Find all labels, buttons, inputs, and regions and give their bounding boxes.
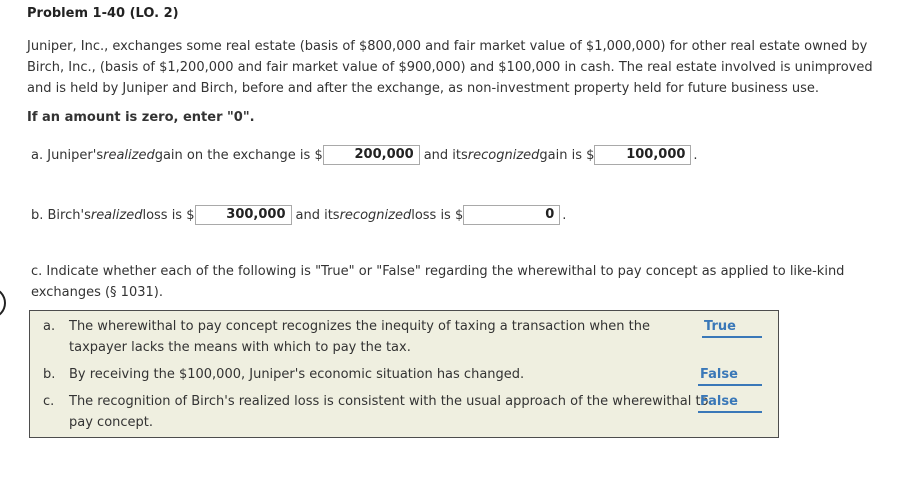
part-b-realized-word: realized [90,207,143,223]
tf-item-c-answer-select[interactable]: False [698,393,762,413]
tf-item-b [43,364,763,386]
part-b-mid3: loss is $ [411,207,464,223]
tf-item-a-answer-select[interactable]: True [702,318,762,338]
partial-circle-marker [0,288,6,318]
tf-item-b-answer-select[interactable]: False [698,366,762,386]
tf-item-b-line1: By receiving the $100,000, Juniper's economic situation has changed. [69,367,525,382]
part-a-recognized-gain-input[interactable]: 100,000 [594,145,691,165]
part-b-recognized-loss-input[interactable]: 0 [463,205,560,225]
part-b-end: . [562,207,567,223]
tf-item-c-line1: The recognition of Birch's realized loss is consistent with the usual approach of the wherewithal to [69,394,709,409]
part-b-mid1: loss is $ [142,207,195,223]
part-a-realized-gain-input[interactable]: 200,000 [323,145,420,165]
tf-item-a-line1: The wherewithal to pay concept recognizes the inequity of taxing a transaction when the [69,319,650,334]
part-b-mid2: and its [295,207,340,223]
problem-title: Problem 1-40 (LO. 2) [27,6,179,21]
part-a-recognized-word: recognized [467,147,540,163]
tf-item-b-letter: b. [43,367,56,382]
part-b-recognized-word: recognized [339,207,412,223]
part-a-question [31,143,698,167]
part-b-realized-loss-input[interactable]: 300,000 [195,205,292,225]
part-a-mid2: and its [423,147,468,163]
tf-item-c [43,391,763,435]
zero-instruction: If an amount is zero, enter "0". [27,110,255,125]
part-b-prefix: b. Birch's [31,207,91,223]
part-b-question [31,203,566,227]
part-c-prompt: c. Indicate whether each of the following is "True" or "False" regarding the wherewithal to pay concept as applied to like-kind exchanges (§ 1031). [31,264,845,300]
tf-item-c-line2: pay concept. [69,415,154,430]
part-a-mid1: gain on the exchange is $ [154,147,323,163]
part-a-prefix: a. Juniper's [31,147,104,163]
true-false-panel [29,310,779,438]
part-a-end: . [693,147,698,163]
tf-item-a-line2: taxpayer lacks the means with which to pay the tax. [69,340,411,355]
problem-intro: Juniper, Inc., exchanges some real estate (basis of $800,000 and fair market value of $1,000,000) for other real estate owned by Birch, Inc., (basis of $1,200,000 and fair market value of $900,000) and $100,000 in cash. The real estate involved is unimproved and is held by Juniper and Birch, before and after the exchange, as non-investment property held for future business use. [27,39,873,96]
tf-item-c-letter: c. [43,394,55,409]
tf-item-a-letter: a. [43,319,56,334]
part-a-realized-word: realized [103,147,155,163]
part-a-mid3: gain is $ [539,147,595,163]
tf-item-a [43,316,763,360]
